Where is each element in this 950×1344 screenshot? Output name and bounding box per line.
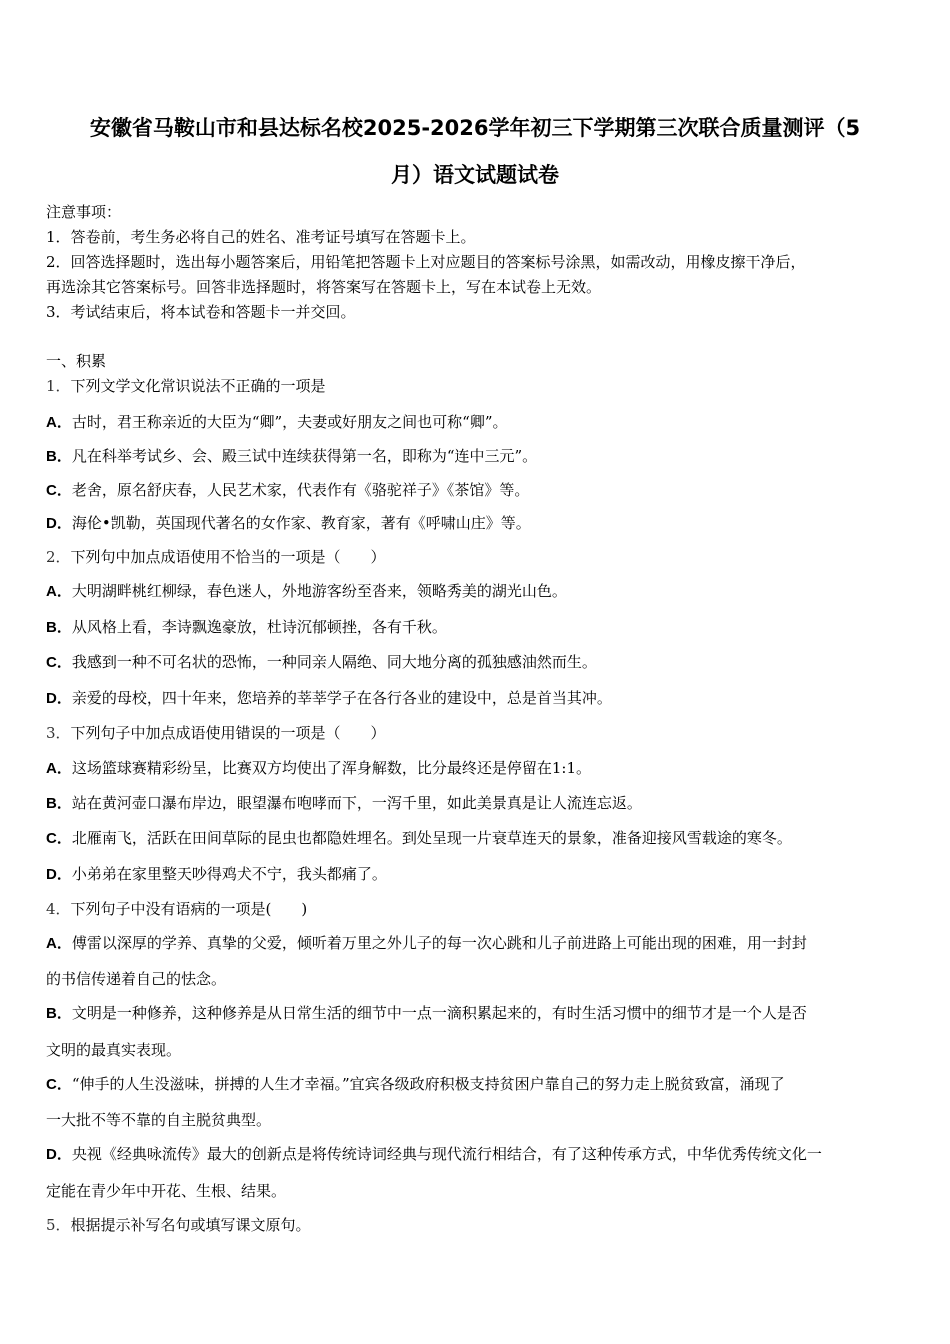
question-text: 下列句子中加点成语使用错误的一项是（ ） [70,724,386,742]
option-letter: D． [46,515,72,532]
answer-option [46,863,910,886]
answer-option [46,651,910,674]
question-number: 1． [46,377,71,395]
answer-option [46,932,910,955]
option-continuation: 一大批不等不靠的自主脱贫典型。 [46,1111,272,1129]
answer-option [46,616,910,639]
option-letter: C． [46,654,72,671]
question-text: 下列句中加点成语使用不恰当的一项是（ ） [70,548,386,566]
option-text: 傅雷以深厚的学养、真挚的父爱，倾听着万里之外儿子的每一次心跳和儿子前进路上可能出现的困难，用一封封 [71,934,807,952]
question-stem [46,898,910,920]
question-number: 2． [46,548,71,566]
question-number: 4． [46,900,71,918]
option-letter: D． [46,690,72,707]
answer-option [46,792,910,815]
option-continuation: 的书信传递着自己的怯念。 [46,970,227,988]
option-letter: B． [46,619,72,636]
answer-option [46,827,910,850]
option-text: 海伦•凯勒，英国现代著名的女作家、教育家，著有《呼啸山庄》等。 [71,514,531,532]
question-text: 下列句子中没有语病的一项是( ) [70,900,308,918]
option-text: 亲爱的母校，四十年来，您培养的莘莘学子在各行各业的建设中，总是首当其冲。 [71,689,612,707]
option-letter: A． [46,414,72,431]
answer-option [46,1073,910,1096]
option-text: 凡在科举考试乡、会、殿三试中连续获得第一名，即称为“连中三元”。 [71,447,538,465]
notice-item: 再选涂其它答案标号。回答非选择题时，将答案写在答题卡上，写在本试卷上无效。 [46,278,602,296]
option-text: 小弟弟在家里整天吵得鸡犬不宁，我头都痛了。 [71,865,387,883]
section-heading: 一、积累 [46,352,107,370]
option-text: 大明湖畔桃红柳绿，春色迷人，外地游客纷至沓来，领略秀美的湖光山色。 [71,582,567,600]
option-text: 文明是一种修养，这种修养是从日常生活的细节中一点一滴积累起来的，有时生活习惯中的细节才是一个人是否 [71,1004,807,1022]
option-letter: C． [46,482,72,499]
answer-option [46,580,910,603]
option-letter: A． [46,583,72,600]
option-text: 老舍，原名舒庆春，人民艺术家，代表作有《骆驼祥子》《茶馆》等。 [71,481,530,499]
answer-option [46,411,910,434]
option-letter: A． [46,935,72,952]
option-letter: D． [46,1146,72,1163]
question-stem [46,722,910,744]
option-continuation: 文明的最真实表现。 [46,1041,182,1059]
answer-option [46,479,910,502]
option-text: 古时，君王称亲近的大臣为“卿”，夫妻或好朋友之间也可称“卿”。 [71,413,508,431]
answer-option [46,1002,910,1025]
question-number: 5． [46,1216,71,1234]
option-text: 我感到一种不可名状的恐怖，一种同亲人隔绝、同大地分离的孤独感油然而生。 [71,653,597,671]
notice-item: 3．考试结束后，将本试卷和答题卡一并交回。 [46,303,356,321]
answer-option [46,757,910,780]
option-letter: C． [46,1076,72,1093]
question-number: 3． [46,724,71,742]
option-text: 站在黄河壶口瀑布岸边，眼望瀑布咆哮而下，一泻千里，如此美景真是让人流连忘返。 [71,794,642,812]
option-text: 央视《经典咏流传》最大的创新点是将传统诗词经典与现代流行相结合，有了这种传承方式，中华优秀传统文化一 [71,1145,822,1163]
exam-title-line-2: 月）语文试题试卷 [391,163,559,187]
option-letter: D． [46,866,72,883]
question-text: 根据提示补写名句或填写课文原句。 [70,1216,311,1234]
option-letter: A． [46,760,72,777]
answer-option [46,687,910,710]
option-letter: C． [46,830,72,847]
option-text: “伸手的人生没滋味，拼搏的人生才幸福。”宜宾各级政府积极支持贫困户靠自己的努力走上脱贫致富，涌现了 [71,1075,785,1093]
notice-item: 1．答卷前，考生务必将自己的姓名、准考证号填写在答题卡上。 [46,228,476,246]
question-stem [46,546,910,568]
option-text: 从风格上看，李诗飘逸豪放，杜诗沉郁顿挫，各有千秋。 [71,618,447,636]
answer-option [46,512,910,535]
answer-option [46,445,910,468]
option-text: 北雁南飞，活跃在田间草际的昆虫也都隐姓埋名。到处呈现一片衰草连天的景象，准备迎接风雪载途的寒冬。 [71,829,792,847]
question-text: 下列文学文化常识说法不正确的一项是 [70,377,326,395]
exam-title-line-1: 安徽省马鞍山市和县达标名校2025-2026学年初三下学期第三次联合质量测评（5 [89,116,861,140]
option-continuation: 定能在青少年中开花、生根、结果。 [46,1182,287,1200]
question-stem [46,1214,910,1236]
option-letter: B． [46,795,72,812]
option-letter: B． [46,1005,72,1022]
option-letter: B． [46,448,72,465]
notice-item: 2．回答选择题时，选出每小题答案后，用铅笔把答题卡上对应题目的答案标号涂黑，如需改动，用橡皮擦干净后， [46,253,806,271]
question-stem [46,375,910,397]
notice-heading: 注意事项： [46,203,122,221]
answer-option [46,1143,910,1166]
option-text: 这场篮球赛精彩纷呈，比赛双方均使出了浑身解数，比分最终还是停留在1:1。 [71,759,591,777]
